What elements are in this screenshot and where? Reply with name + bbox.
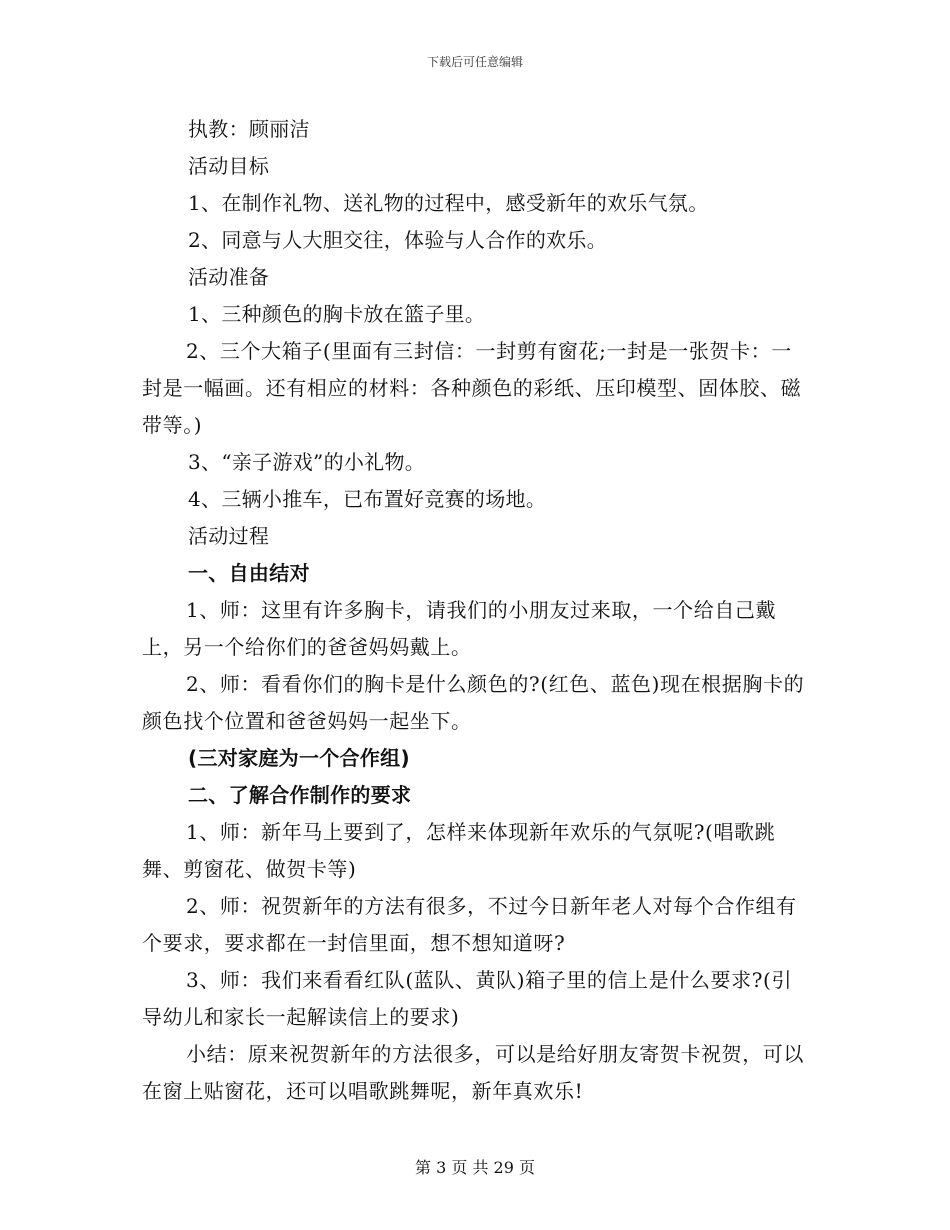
page-header: 下载后可任意编辑 bbox=[426, 55, 523, 69]
section-2-item-1: 1、师：新年马上要到了，怎样来体现新年欢乐的气氛呢?(唱歌跳舞、剪窗花、做贺卡等) bbox=[142, 820, 776, 881]
section-1-item-1: 1、师：这里有许多胸卡，请我们的小朋友过来取，一个给自己戴上，另一个给你们的爸爸妈妈戴上。 bbox=[142, 598, 777, 659]
section-2-item-2: 2、师：祝贺新年的方法有很多，不过今日新年老人对每个合作组有个要求，要求都在一封信里面，想不想知道呀? bbox=[142, 894, 797, 955]
summary-paragraph: 小结：原来祝贺新年的方法很多，可以是给好朋友寄贺卡祝贺，可以在窗上贴窗花，还可以唱歌跳舞呢，新年真欢乐! bbox=[142, 1042, 804, 1103]
section-2-heading: 二、了解合作制作的要求 bbox=[188, 783, 412, 807]
section-1-note: (三对家庭为一个合作组) bbox=[188, 746, 410, 770]
prep-item-2: 2、三个大箱子(里面有三封信：一封剪有窗花;一封是一张贺卡：一封是一幅画。还有相应的材料：各种颜色的彩纸、压印模型、固体胶、磁带等。) bbox=[142, 339, 802, 437]
page-footer: 第 3 页 共 29 页 bbox=[415, 1158, 535, 1177]
goals-heading: 活动目标 bbox=[188, 154, 270, 178]
process-heading: 活动过程 bbox=[188, 524, 270, 548]
prep-item-1: 1、三种颜色的胸卡放在篮子里。 bbox=[188, 302, 486, 326]
section-1-heading: 一、自由结对 bbox=[188, 561, 310, 585]
document-body bbox=[142, 111, 810, 1110]
goal-item-1: 1、在制作礼物、送礼物的过程中，感受新年的欢乐气氛。 bbox=[188, 191, 709, 215]
goal-item-2: 2、同意与人大胆交往，体验与人合作的欢乐。 bbox=[188, 228, 608, 252]
section-1-item-2: 2、师：看看你们的胸卡是什么颜色的?(红色、蓝色)现在根据胸卡的颜色找个位置和爸爸妈妈一起坐下。 bbox=[142, 672, 805, 733]
prep-item-3: 3、“亲子游戏”的小礼物。 bbox=[188, 450, 426, 474]
teacher-line: 执教：顾丽洁 bbox=[188, 117, 310, 141]
prep-heading: 活动准备 bbox=[188, 265, 270, 289]
prep-item-4: 4、三辆小推车，已布置好竞赛的场地。 bbox=[188, 487, 547, 511]
section-2-item-3: 3、师：我们来看看红队(蓝队、黄队)箱子里的信上是什么要求?(引导幼儿和家长一起解读信上的要求) bbox=[142, 968, 793, 1029]
